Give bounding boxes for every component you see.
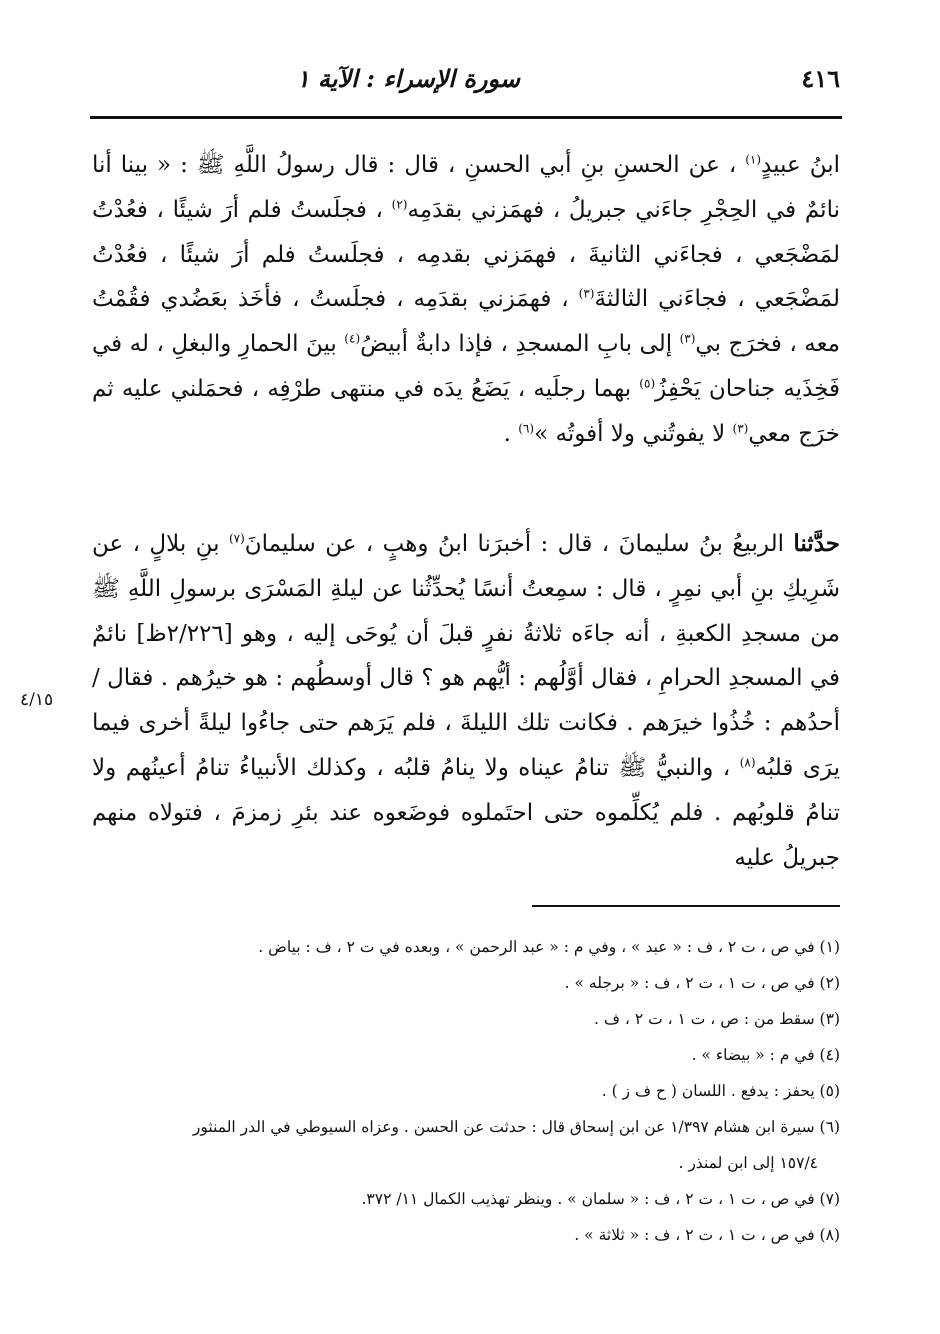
- text-segment: ، والنبيُّ ﷺ تنامُ عيناه ولا ينامُ قلبُه ، وكذلك الأنبياءُ تنامُ أعينُهم ولا تنامُ قلوبُهم . فلم يُكلِّموه حتى احتَملوه فوضَعوه عند بئرِ زمزمَ ، فتولاه منهم جبريلُ عليه: [92, 754, 840, 871]
- footnote-ref: (٣): [578, 286, 595, 301]
- footnote-ref: (٤): [344, 331, 361, 346]
- footnote: (٧) في ص ، ت ١ ، ت ٢ ، ف : « سلمان » . وينظر تهذيب الكمال ١١/ ٣٧٢.: [361, 1190, 840, 1208]
- text-segment: ابنُ عبيدٍ: [761, 152, 840, 178]
- footnote-ref: (٣): [679, 331, 696, 346]
- footnote-ref: (٧): [228, 531, 245, 546]
- text-segment: بنِ بلالٍ ، عن شَرِيكِ بنِ أبي نمِرٍ ، قال : سمِعتُ أنسًا يُحدِّثُنا عن ليلةِ المَسْرَى برسولِ اللَّهِ ﷺ من مسجدِ الكعبةِ ، أنه جاءَه ثلاثةُ نفرٍ قبلَ أن يُوحَى إليه ، وهو [٢/٢٢٦ظ] نائمٌ في المسجدِ الحرامِ ، فقال أوَّلُهم : أيُّهم هو ؟ قال أوسطُهم : هو خيرُهم . فقال / أحدُهم : خُذُوا خيرَهم . فكانت تلك الليلةَ ، فلم يَرَهم حتى جاءُوا ليلةً أخرى فيما يرَى قلبُه: [92, 531, 840, 781]
- footnote: (٣) سقط من : ص ، ت ١ ، ت ٢ ، ف .: [594, 1010, 840, 1028]
- text-segment: ، فجلَستُ فلم أرَ شيئًا ، فعُدْتُ لمَضْجَعي ، فجاءَني الثانيةَ ، فهمَزني بقدمِه ، فجلَستُ فلم أرَ شيئًا ، فعُدْتُ لمَضْجَعي ، فجاءَني الثالثةَ: [92, 196, 840, 313]
- footnote: (١) في ص ، ت ٢ ، ف : « عبد » ، وفي م : « عبد الرحمن » ، وبعده في ت ٢ ، ف : بياض .: [258, 938, 840, 956]
- footnote-ref: (٦): [518, 421, 535, 436]
- paragraph-2: [92, 522, 840, 880]
- footnote-ref: (٣): [732, 421, 749, 436]
- text-segment: ، فهمَزني بقدَمِه ، فجلَستُ ، فأخَذ بعَضُدي فقُمْتُ معه ، فخرَج بي: [92, 286, 840, 358]
- text-segment: الربيعُ بنُ سليمانَ ، قال : أخبرَنا ابنُ وهبٍ ، عن سليمانَ: [244, 531, 794, 557]
- margin-reference: ٤/١٥: [20, 690, 54, 710]
- footnote-ref: (٥): [639, 376, 656, 391]
- text-segment: إلى بابِ المسجدِ ، فإذا دابةٌ أبيضُ: [360, 331, 680, 358]
- footnote: (٥) يحفز : يدفع . اللسان ( ح ف ز ) .: [601, 1082, 840, 1100]
- footnote: (٤) في م : « بيضاء » .: [691, 1046, 840, 1064]
- footnote-ref: (٢): [391, 197, 408, 212]
- header-rule: [90, 116, 842, 119]
- footnote: (٢) في ص ، ت ١ ، ت ٢ ، ف : « برجله » .: [564, 974, 840, 992]
- footnote: (٦) سيرة ابن هشام ١/٣٩٧ عن ابن إسحاق قال : حدثت عن الحسن . وعزاه السيوطي في الدر المنثور: [192, 1118, 840, 1136]
- footnote-continuation: ١٥٧/٤ إلى ابن لمنذر .: [678, 1154, 818, 1172]
- footnotes: [92, 929, 840, 1253]
- page-number: ٤١٦: [801, 64, 840, 93]
- footnote-ref: (١): [745, 152, 762, 167]
- footnote-ref: (٨): [739, 755, 756, 770]
- footnote-separator: [532, 905, 840, 907]
- paragraph-lead-word: حدَّثنا: [793, 530, 840, 557]
- page-header: [90, 62, 840, 102]
- running-title: سورة الإسراء : الآية ١: [296, 64, 520, 93]
- text-segment: بهما رجلَيه ، يَضَعُ يدَه في منتهى طرْفِه ، فحمَلني عليه ثم خرَج معي: [92, 375, 840, 447]
- footnote: (٨) في ص ، ت ١ ، ت ٢ ، ف : « ثلاثة » .: [574, 1226, 840, 1244]
- text-segment: ، عن الحسنِ بنِ أبي الحسنِ ، قال : قال رسولُ اللَّهِ ﷺ : « بينا أنا نائمٌ في الحِجْرِ جاءَني جبريلُ ، فهمَزني بقدَمِه: [92, 152, 840, 223]
- text-segment: .: [503, 420, 519, 447]
- text-segment: لا يفوتُني ولا أفوتُه »: [534, 420, 733, 447]
- text-segment: بينَ الحمارِ والبغلِ ، له في فَخِذَيه جناحان يَحْفِزُ: [92, 331, 840, 402]
- paragraph-1: [92, 143, 840, 457]
